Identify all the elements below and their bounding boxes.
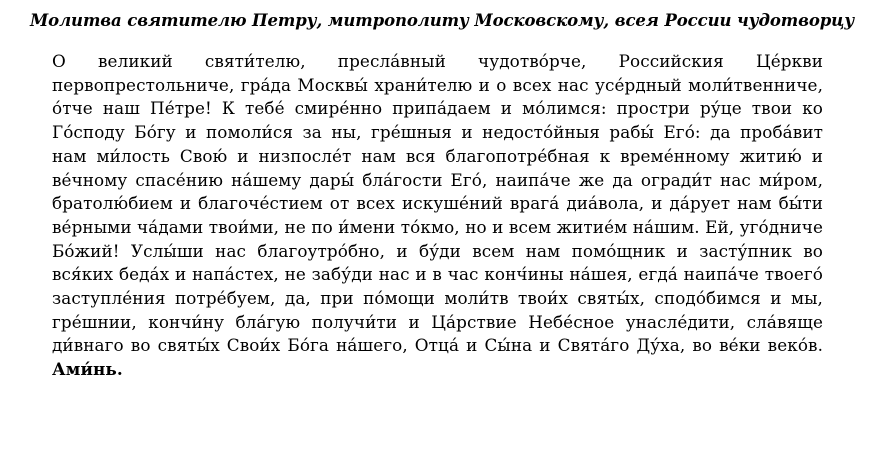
- prayer-line: О великий святи́телю, пресла́вный чудотво́рче, Российския Це́ркви: [52, 51, 823, 71]
- prayer-line: вся́ких беда́х и напа́стех, не забу́ди нас и в час конч́ины на́шея, егда́ наипа́че твоего́: [52, 264, 823, 285]
- prayer-line: Бо́жий! Услы́ши нас благоутро́бно, и бу́ди всем нам помо́щник и засту́пник во: [52, 240, 823, 261]
- prayer-line: ве́чному спасе́нию на́шему дары́ бла́гости Его́, наипа́че же да огради́т нас ми́ром,: [52, 169, 823, 190]
- prayer-line: ди́внаго во святы́х Свои́х Бо́га на́шего, Отца́ и Сы́на и Свята́го Ду́ха, во ве́ки веко́в.: [52, 335, 823, 356]
- prayer-line: первопрестольниче, гра́да Москвы́ храни́телю и о всех нас усе́рдный моли́твенниче,: [52, 74, 823, 95]
- prayer-amen: Ами́нь.: [52, 359, 123, 380]
- prayer-line: заступле́ния потре́буем, да, при по́мощи моли́тв твои́х святы́х, сподо́бимся и мы,: [52, 288, 823, 309]
- prayer-line: о́тче наш Пе́тре! К тебе́ смире́нно припа́даем и мо́лимся: простри ру́це твои ко: [52, 98, 823, 119]
- prayer-line: нам ми́лость Свою́ и низпосле́т нам вся благопотре́бная к време́нному житию́ и: [52, 145, 823, 166]
- prayer-title: Молитва святителю Петру, митрополиту Московскому, всея России чудотворцу: [30, 11, 855, 30]
- prayer-line: Го́споду Бо́гу и помоли́ся за ны, гре́шныя и недосто́йныя рабы́ Его́: да проба́вит: [52, 122, 823, 143]
- prayer-body: [52, 50, 823, 382]
- prayer-line: гре́шнии, кончи́ну бла́гую получи́ти и Ца́рствие Небе́сное унасле́дити, сла́вяще: [52, 311, 823, 332]
- prayer-line: ве́рными ча́дами твои́ми, не по и́мени то́кмо, но и всем житие́м на́шим. Ей, уго́дниче: [52, 216, 823, 237]
- prayer-line: братолю́бием и благоче́стием от всех искуше́ний врага́ диа́вола, и да́рует нам бы́ти: [52, 193, 823, 214]
